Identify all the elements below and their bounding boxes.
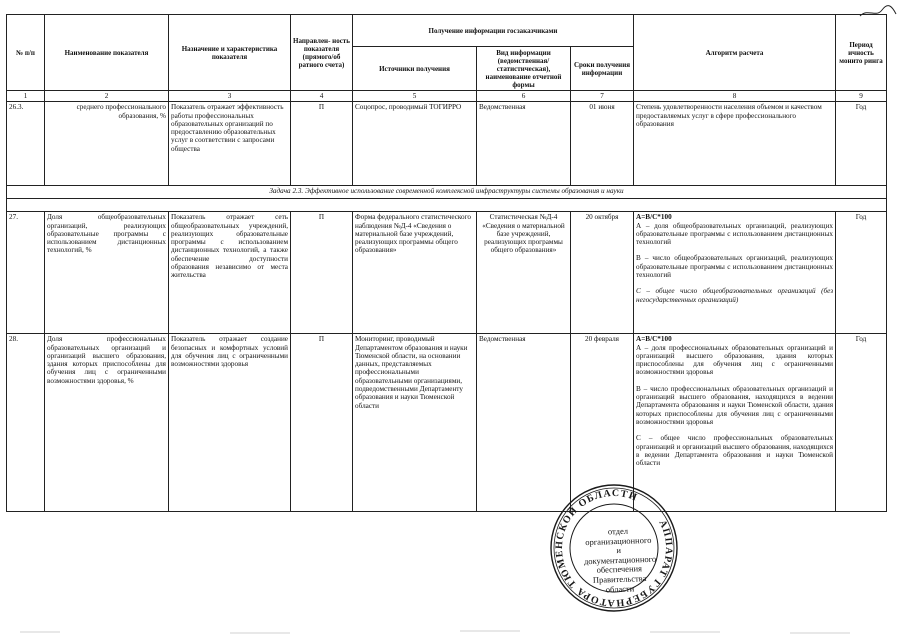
indicator-name: Доля профессиональных образовательных организаций и организаций высшего образования, здания которых приспособлены для обучения лиц с ограниченными возможностями здоровья, % — [45, 334, 169, 512]
indicator-direction: П — [291, 102, 353, 186]
indicator-algorithm: Степень удовлетворенности населения объемом и качеством предоставляемых услуг в сфере профессионального образования — [634, 102, 836, 186]
column-number: 8 — [634, 91, 836, 102]
indicator-name: Доля общеобразовательных организаций, реализующих образовательные программы с использованием дистанционных технологий, % — [45, 212, 169, 334]
col-header-deadline: Сроки получения информации — [571, 47, 634, 91]
scan-artifacts — [0, 624, 905, 638]
indicator-direction: П — [291, 334, 353, 512]
col-header-number: № п/п — [7, 15, 45, 91]
row-number: 28. — [7, 334, 45, 512]
indicator-purpose: Показатель отражает эффективность работы профессиональных образовательных организаций по предоставлению образовательных услуг в соответствии с запросами общества — [169, 102, 291, 186]
indicator-source: Мониторинг, проводимый Департаментом образования и науки Тюменской области, на основании данных, представляемых профессиональными образовательными организациями, подведомственными Департаменту образования и науки Тюменской области — [353, 334, 477, 512]
column-number: 1 — [7, 91, 45, 102]
algorithm-b: В – число профессиональных образовательных организаций и организаций высшего образования, находящихся в ведении Департамента образования и науки Тюменской области, здания которых приспособлены для обучения лиц с ограниченными возможностями здоровья — [636, 384, 834, 426]
stamp-center-text: отдел организационного и документационного обеспечения Правительства области — [583, 525, 657, 595]
indicator-period: Год — [836, 212, 887, 334]
row-number: 27. — [7, 212, 45, 334]
indicator-source: Соцопрос, проводимый ТОГИРРО — [353, 102, 477, 186]
column-number: 5 — [353, 91, 477, 102]
stamp-ring-text: АППАРАТ ГУБЕРНАТОРА ТЮМЕНСКОЙ ОБЛАСТИ — [553, 487, 675, 609]
algorithm-b: В – число общеобразовательных организаций, реализующих образовательные программы с использованием дистанционных технологий — [636, 254, 834, 280]
indicator-period: Год — [836, 334, 887, 512]
spacer-cell — [7, 199, 887, 212]
algorithm-a: А – доля профессиональных образовательных организаций и организаций высшего образования, здания которых приспособлены для обучения лиц с ограниченными возможностями здоровья — [636, 343, 834, 377]
column-number-row — [7, 91, 887, 102]
indicator-info-type: Ведомственная — [477, 334, 571, 512]
indicator-algorithm — [634, 212, 836, 334]
column-number: 2 — [45, 91, 169, 102]
indicators-table — [6, 14, 887, 512]
column-number: 9 — [836, 91, 887, 102]
col-header-direction: Направлен- ность показателя (прямого/об ратного счета) — [291, 15, 353, 91]
indicator-purpose: Показатель отражает сеть общеобразовательных учреждений, реализующих образовательные программы с использованием дистанционных технологий, а также обеспечение доступности образования независимо от места жительства — [169, 212, 291, 334]
table-row — [7, 102, 887, 186]
column-number: 4 — [291, 91, 353, 102]
indicator-deadline: 20 октября — [571, 212, 634, 334]
indicator-purpose: Показатель отражает создание безопасных и комфортных условий для обучения лиц с ограниченными возможностями здоровья — [169, 334, 291, 512]
algorithm-formula: A=B/C*100 — [636, 213, 672, 222]
col-header-source: Источники получения — [353, 47, 477, 91]
col-header-name: Наименование показателя — [45, 15, 169, 91]
col-group-header-info: Получение информации госзаказчиками — [353, 15, 634, 47]
algorithm-c: С – общее число общеобразовательных организаций (без негосударственных организаций) — [636, 287, 834, 304]
algorithm-formula: A=B/C*100 — [636, 335, 672, 344]
column-number: 3 — [169, 91, 291, 102]
column-number: 6 — [477, 91, 571, 102]
algorithm-a: А – доля общеобразовательных организаций, реализующих образовательные программы с использованием дистанционных технологий — [636, 221, 834, 247]
indicator-info-type: Статистическая №Д-4 «Сведения о материальной базе учреждений, реализующих программы общего образования» — [477, 212, 571, 334]
indicator-period: Год — [836, 102, 887, 186]
row-number: 26.3. — [7, 102, 45, 186]
indicator-deadline: 01 июня — [571, 102, 634, 186]
col-header-purpose: Назначение и характеристика показателя — [169, 15, 291, 91]
indicator-info-type: Ведомственная — [477, 102, 571, 186]
task-heading: Задача 2.3. Эффективное использование современной комплексной инфраструктуры системы образования и науки — [7, 186, 887, 199]
column-number: 7 — [571, 91, 634, 102]
col-header-info-type: Вид информации (ведомственная/ статистическая), наименование отчетной формы — [477, 47, 571, 91]
algorithm-c: С – общее число профессиональных образовательных организаций и организаций высшего образования, находящихся в ведении Департамента образования и науки Тюменской области — [636, 434, 834, 468]
spacer-row — [7, 199, 887, 212]
table-row — [7, 212, 887, 334]
indicator-name: среднего профессионального образования, % — [45, 102, 169, 186]
col-header-period: Период ичность монито ринга — [836, 15, 887, 91]
indicator-deadline: 20 февраля — [571, 334, 634, 512]
col-header-algorithm: Алгоритм расчета — [634, 15, 836, 91]
indicator-direction: П — [291, 212, 353, 334]
task-row — [7, 186, 887, 199]
table-row — [7, 334, 887, 512]
indicator-source: Форма федерального статистического наблюдения №Д-4 «Сведения о материальной базе учреждений, реализующих программы общего образования» — [353, 212, 477, 334]
